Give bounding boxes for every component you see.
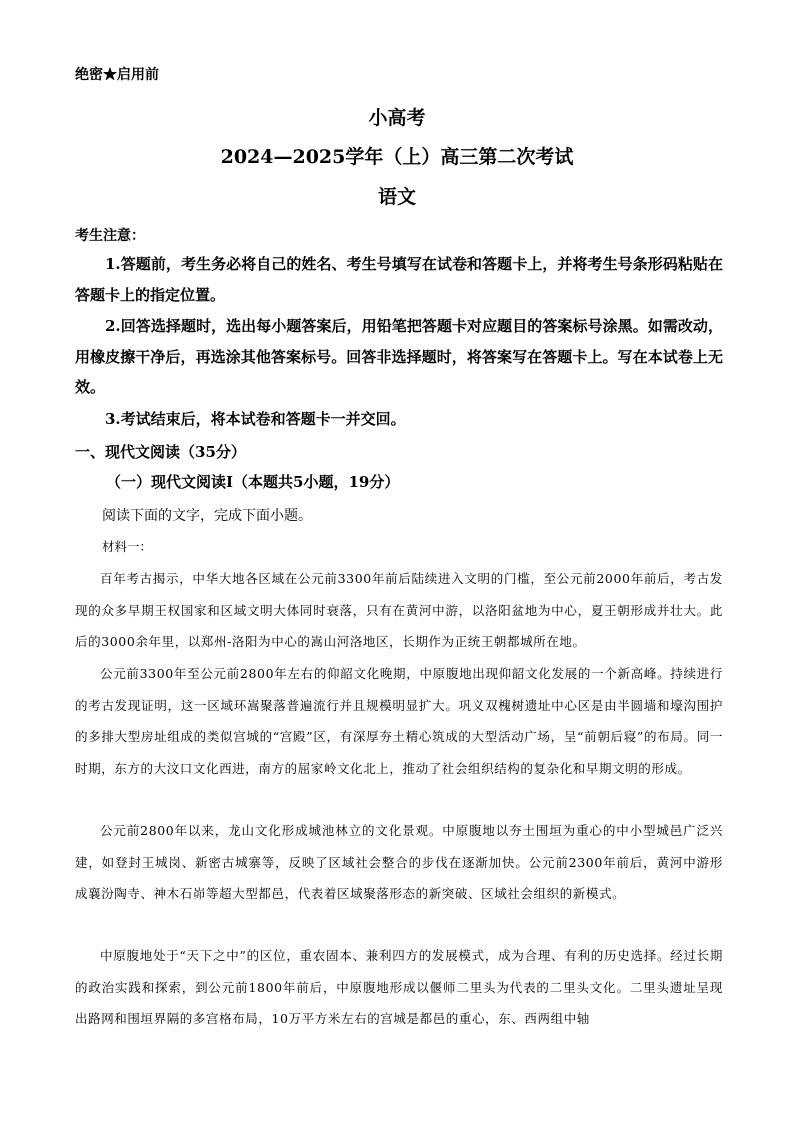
reading-instruction: 阅读下面的文字，完成下面小题。	[102, 508, 312, 524]
material-paragraph-3: 公元前2800年以来，龙山文化形成城池林立的文化景观。中原腹地以夯土围垣为重心的中小型城邑广泛兴建，如登封王城岗、新密古城寨等，反映了区域社会整合的步伐在逐渐加快。公元前2300年前后，黄河中游形成襄汾陶寺、神木石峁等超大型都邑，代表着区域聚落形态的新突破、区域社会组织的新模式。	[75, 823, 723, 901]
notice-heading: 考生注意：	[75, 228, 145, 244]
exam-title-line2: 2024—2025学年（上）高三第二次考试	[220, 146, 574, 168]
exam-title-line1: 小高考	[368, 107, 426, 129]
section-title: 一、现代文阅读（35分）	[75, 443, 246, 461]
notice-item-3: 3.考试结束后，将本试卷和答题卡一并交回。	[105, 410, 406, 428]
notice-item-2: 2.回答选择题时，选出每小题答案后，用铅笔把答题卡对应题目的答案标号涂黑。如需改动，用橡皮擦干净后，再选涂其他答案标号。回答非选择题时，将答案写在答题卡上。写在本试卷上无效。	[75, 317, 723, 396]
material-label: 材料一：	[102, 539, 153, 554]
material-paragraph-2: 公元前3300年至公元前2800年左右的仰韶文化晚期，中原腹地出现仰韶文化发展的一个新高峰。持续进行的考古发现证明，这一区域环嵩聚落普遍流行并且规模明显扩大。巩义双槐树遗址中心区是由半圆墙和壕沟围护的多排大型房址组成的类似宫城的“宫殿”区，有深厚夯土精心筑成的大型活动广场，呈“前朝后寝”的布局。同一时期，东方的大汶口文化西进，南方的屈家岭文化北上，推动了社会组织结构的复杂化和早期文明的形成。	[75, 666, 723, 776]
subsection-title: （一）现代文阅读Ⅰ（本题共5小题，19分）	[106, 473, 400, 491]
material-paragraph-4: 中原腹地处于“天下之中”的区位，重农固本、兼利四方的发展模式，成为合理、有利的历史选择。经过长期的政治实践和探索，到公元前1800年前后，中原腹地形成以偃师二里头为代表的二里头文化。二里头遗址呈现出路网和围垣界隔的多宫格布局，10万平方米左右的宫城是都邑的重心，东、西两组中轴	[75, 948, 723, 1026]
confidential-label: 绝密★启用前	[75, 67, 159, 83]
exam-subject-title: 语文	[377, 186, 416, 208]
notice-item-1: 1.答题前，考生务必将自己的姓名、考生号填写在试卷和答题卡上，并将考生号条形码粘贴在答题卡上的指定位置。	[75, 255, 723, 304]
material-paragraph-1: 百年考古揭示，中华大地各区域在公元前3300年前后陆续进入文明的门槛，至公元前2000年前后，考古发现的众多早期王权国家和区域文明大体同时衰落，只有在黄河中游，以洛阳盆地为中心，夏王朝形成并壮大。此后的3000余年里，以郑州-洛阳为中心的嵩山河洛地区，长期作为正统王朝都城所在地。	[75, 571, 723, 649]
